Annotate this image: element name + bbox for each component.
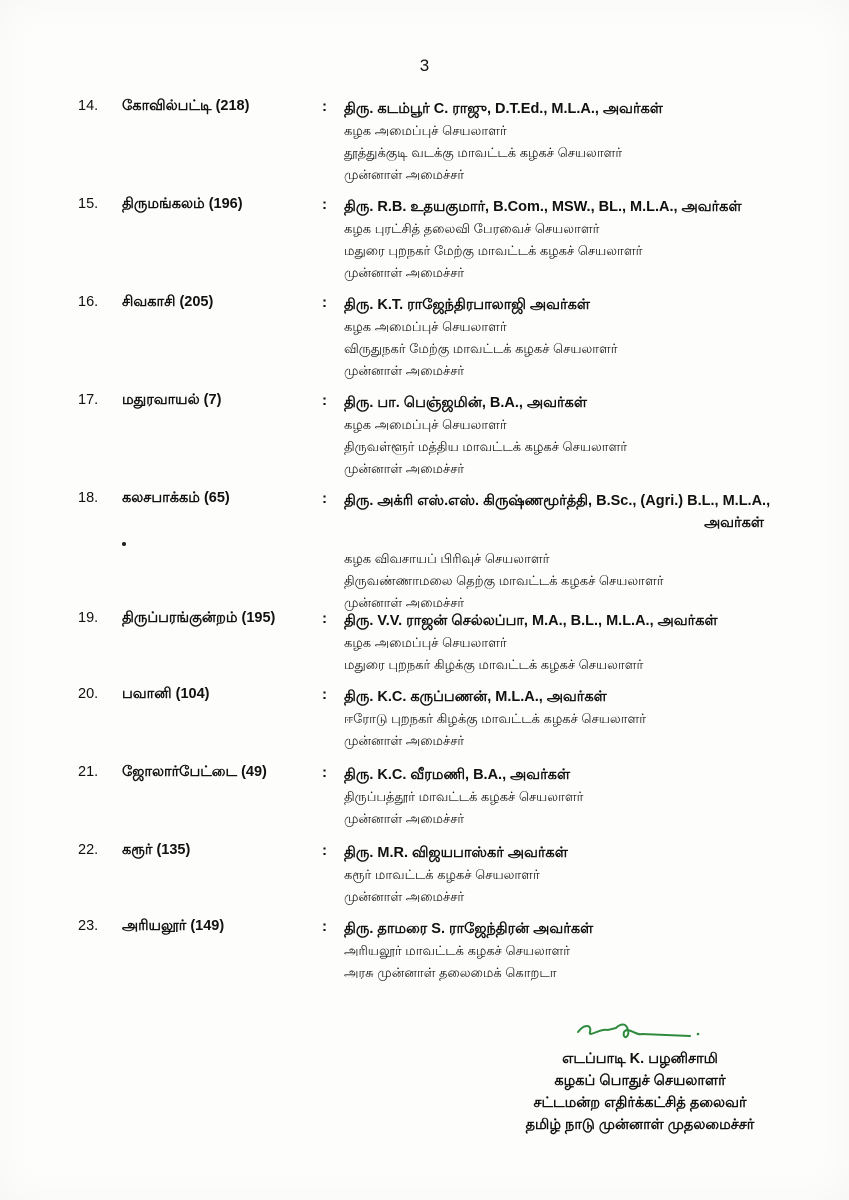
separator-colon: : — [322, 294, 327, 311]
separator-colon: : — [322, 842, 327, 859]
member-details — [344, 686, 824, 752]
member-details — [344, 764, 824, 830]
member-name: திரு. தாமரை S. ராஜேந்திரன் அவர்கள் — [344, 921, 594, 937]
constituency-name: அரியலூர் (149) — [122, 918, 225, 934]
constituency-name: திருப்பரங்குன்றம் (195) — [122, 610, 276, 626]
member-role: ஈரோடு புறநகர் கிழக்கு மாவட்டக் கழகச் செயலாளர் — [344, 711, 647, 726]
member-role: முன்னாள் அமைச்சர் — [344, 811, 465, 826]
member-role: முன்னாள் அமைச்சர் — [344, 363, 465, 378]
member-role: அரியலூர் மாவட்டக் கழகச் செயலாளர் — [344, 943, 571, 958]
member-details — [344, 294, 824, 382]
member-role: தூத்துக்குடி வடக்கு மாவட்டக் கழகச் செயலாளர் — [344, 145, 623, 160]
entry-number: 21. — [78, 764, 99, 780]
member-details — [344, 98, 824, 186]
member-role: முன்னாள் அமைச்சர் — [344, 595, 465, 610]
entry-number: 18. — [78, 490, 99, 506]
member-role: விருதுநகர் மேற்கு மாவட்டக் கழகச் செயலாளர் — [344, 341, 618, 356]
separator-colon: : — [322, 918, 327, 935]
entry-number: 14. — [78, 98, 99, 114]
separator-colon: : — [322, 686, 327, 703]
member-role: கழக அமைப்புச் செயலாளர் — [344, 635, 507, 650]
member-name: திரு. அக்ரி எஸ்.எஸ். கிருஷ்ணமூர்த்தி, B.Sc., (Agri.) B.L., M.L.A., — [344, 493, 771, 509]
member-role: முன்னாள் அமைச்சர் — [344, 461, 465, 476]
member-role: கழக விவசாயப் பிரிவுச் செயலாளர் — [344, 551, 550, 566]
constituency-name: கோவில்பட்டி (218) — [122, 98, 250, 114]
member-details — [344, 918, 824, 984]
separator-colon: : — [322, 764, 327, 781]
signatory-title: தமிழ் நாடு முன்னாள் முதலமைச்சர் — [525, 1117, 755, 1133]
member-details — [344, 196, 824, 284]
member-details — [344, 490, 824, 614]
constituency-name: கலசபாக்கம் (65) — [122, 490, 230, 506]
constituency-name: திருமங்கலம் (196) — [122, 196, 243, 212]
entry-number: 23. — [78, 918, 99, 934]
member-role: கழக அமைப்புச் செயலாளர் — [344, 123, 507, 138]
member-role: கழக அமைப்புச் செயலாளர் — [344, 417, 507, 432]
member-details — [344, 842, 824, 908]
signature-block — [470, 1018, 810, 1136]
signatory-title: கழகப் பொதுச் செயலாளர் — [554, 1073, 726, 1089]
constituency-name: ஜோலார்பேட்டை (49) — [122, 764, 267, 780]
member-name: திரு. M.R. விஜயபாஸ்கர் அவர்கள் — [344, 845, 568, 861]
handwritten-signature — [570, 1018, 710, 1048]
member-role: கழக அமைப்புச் செயலாளர் — [344, 319, 507, 334]
member-role: முன்னாள் அமைச்சர் — [344, 733, 465, 748]
member-role: கரூர் மாவட்டக் கழகச் செயலாளர் — [344, 867, 540, 882]
member-role: திருவள்ளூர் மத்திய மாவட்டக் கழகச் செயலாளர் — [344, 439, 628, 454]
entry-number: 15. — [78, 196, 99, 212]
member-name-continued: அவர்கள் — [704, 515, 764, 531]
entry-number: 22. — [78, 842, 99, 858]
constituency-name: பவானி (104) — [122, 686, 210, 702]
member-name: திரு. பா. பெஞ்ஜமின், B.A., அவர்கள் — [344, 395, 587, 411]
member-name: திரு. கடம்பூர் C. ராஜு, D.T.Ed., M.L.A., அவர்கள் — [344, 101, 663, 117]
constituency-name: கரூர் (135) — [122, 842, 191, 858]
member-role: திருப்பத்தூர் மாவட்டக் கழகச் செயலாளர் — [344, 789, 584, 804]
page-number: 3 — [419, 56, 430, 75]
stray-ink-dot — [122, 542, 126, 546]
member-role: திருவண்ணாமலை தெற்கு மாவட்டக் கழகச் செயலாளர் — [344, 573, 664, 588]
separator-colon: : — [322, 610, 327, 627]
member-name: திரு. V.V. ராஜன் செல்லப்பா, M.A., B.L., M.L.A., அவர்கள் — [344, 613, 718, 629]
entry-number: 20. — [78, 686, 99, 702]
signatory-name: எடப்பாடி K. பழனிசாமி — [562, 1051, 718, 1067]
member-name: திரு. K.C. கருப்பணன், M.L.A., அவர்கள் — [344, 689, 607, 705]
member-role: மதுரை புறநகர் கிழக்கு மாவட்டக் கழகச் செயலாளர் — [344, 657, 644, 672]
entry-number: 16. — [78, 294, 99, 310]
member-name: திரு. K.C. வீரமணி, B.A., அவர்கள் — [344, 767, 571, 783]
entry-number: 17. — [78, 392, 99, 408]
member-role: கழக புரட்சித் தலைவி பேரவைச் செயலாளர் — [344, 221, 600, 236]
member-details — [344, 610, 824, 676]
entry-number: 19. — [78, 610, 99, 626]
separator-colon: : — [322, 98, 327, 115]
member-details — [344, 392, 824, 480]
separator-colon: : — [322, 490, 327, 507]
member-role: முன்னாள் அமைச்சர் — [344, 265, 465, 280]
member-role: அரசு முன்னாள் தலைமைக் கொறடா — [344, 965, 557, 980]
separator-colon: : — [322, 392, 327, 409]
member-name: திரு. R.B. உதயகுமார், B.Com., MSW., BL., M.L.A., அவர்கள் — [344, 199, 742, 215]
constituency-name: மதுரவாயல் (7) — [122, 392, 222, 408]
member-role: முன்னாள் அமைச்சர் — [344, 889, 465, 904]
separator-colon: : — [322, 196, 327, 213]
signatory-title: சட்டமன்ற எதிர்க்கட்சித் தலைவர் — [533, 1095, 747, 1111]
member-name: திரு. K.T. ராஜேந்திரபாலாஜி அவர்கள் — [344, 297, 590, 313]
member-role: முன்னாள் அமைச்சர் — [344, 167, 465, 182]
member-role: மதுரை புறநகர் மேற்கு மாவட்டக் கழகச் செயலாளர் — [344, 243, 643, 258]
constituency-name: சிவகாசி (205) — [122, 294, 214, 310]
